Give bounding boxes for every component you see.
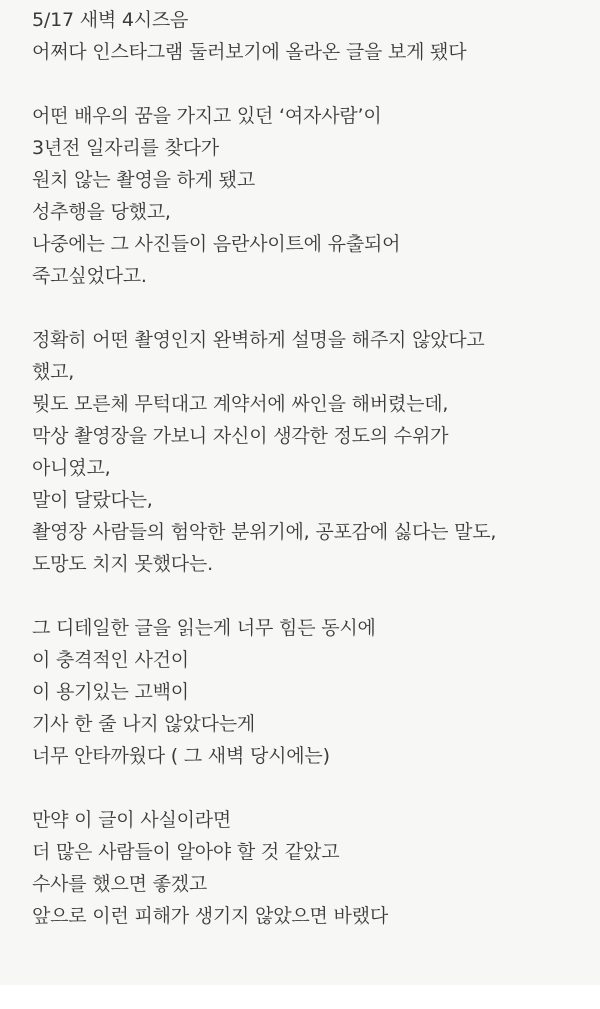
memo-line: 촬영장 사람들의 험악한 분위기에, 공포감에 싫다는 말도, bbox=[32, 521, 497, 543]
memo-line: 그 디테일한 글을 읽는게 너무 힘든 동시에 bbox=[32, 617, 376, 639]
memo-line: 정확히 어떤 촬영인지 완벽하게 설명을 해주지 않았다고 bbox=[32, 329, 485, 351]
memo-line: 앞으로 이런 피해가 생기지 않았으면 바랬다 bbox=[32, 905, 388, 927]
memo-line: 이 충격적인 사건이 bbox=[32, 649, 189, 671]
memo-line: 너무 안타까웠다 ( 그 새벽 당시에는) bbox=[32, 745, 330, 767]
memo-line: 죽고싶었다고. bbox=[32, 265, 147, 287]
memo-line: 했고, bbox=[32, 361, 75, 383]
memo-header-line: 5/17 새벽 4시즈음 bbox=[32, 9, 189, 31]
memo-line: 성추행을 당했고, bbox=[32, 201, 171, 223]
memo-line: 나중에는 그 사진들이 음란사이트에 유출되어 bbox=[32, 233, 401, 255]
memo-line: 아니였고, bbox=[32, 457, 111, 479]
memo-line: 수사를 했으면 좋겠고 bbox=[32, 873, 208, 895]
memo-line: 만약 이 글이 사실이라면 bbox=[32, 809, 232, 831]
memo-line: 뭣도 모른체 무턱대고 계약서에 싸인을 해버렸는데, bbox=[32, 393, 449, 415]
memo-line: 기사 한 줄 나지 않았다는게 bbox=[32, 713, 256, 735]
paragraph-gap bbox=[32, 772, 600, 804]
paragraph-gap bbox=[32, 68, 600, 100]
memo-line: 도망도 치지 못했다는. bbox=[32, 553, 213, 575]
memo-line: 더 많은 사람들이 알아야 할 것 같았고 bbox=[32, 841, 340, 863]
memo-line: 말이 달랐다는, bbox=[32, 489, 153, 511]
memo-line: 어떤 배우의 꿈을 가지고 있던 ‘여자사람’이 bbox=[32, 105, 382, 127]
memo-line: 막상 촬영장을 가보니 자신이 생각한 정도의 수위가 bbox=[32, 425, 449, 447]
memo-line: 어쩌다 인스타그램 둘러보기에 올라온 글을 보게 됐다 bbox=[32, 41, 467, 63]
memo-line: 이 용기있는 고백이 bbox=[32, 681, 189, 703]
memo-line: 원치 않는 촬영을 하게 됐고 bbox=[32, 169, 256, 191]
paragraph-gap bbox=[32, 292, 600, 324]
memo-line: 3년전 일자리를 찾다가 bbox=[32, 137, 219, 159]
paragraph-gap bbox=[32, 580, 600, 612]
bottom-margin bbox=[0, 985, 600, 1009]
